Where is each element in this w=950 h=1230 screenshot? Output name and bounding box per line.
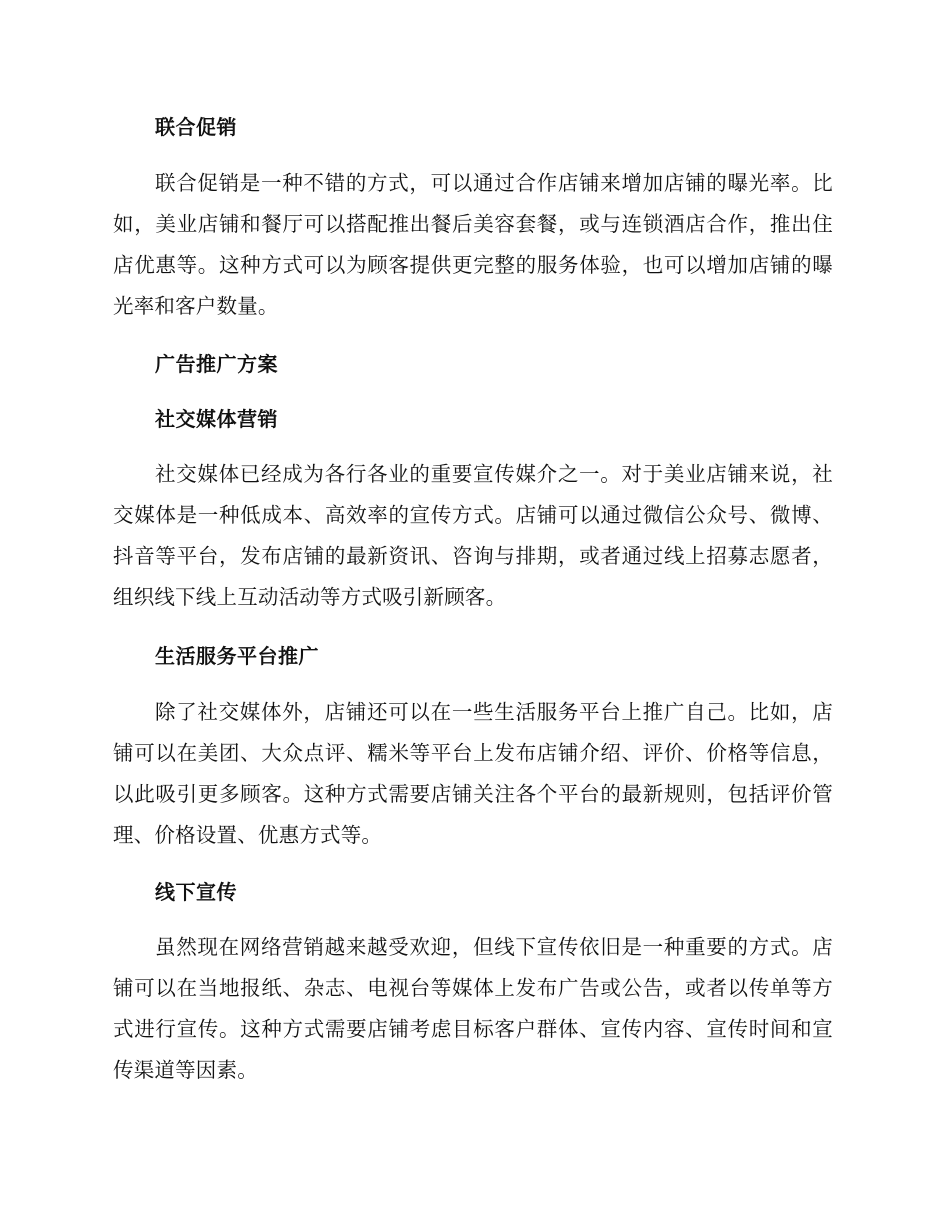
section-paragraph-life-service-platform: 除了社交媒体外，店铺还可以在一些生活服务平台上推广自己。比如，店铺可以在美团、大众点评、糯米等平台上发布店铺介绍、评价、价格等信息，以此吸引更多顾客。这种方式需要店铺关注各个平台的最新规则，包括评价管理、价格设置、优惠方式等。 bbox=[113, 700, 833, 847]
section-heading-joint-promotion: 联合促销 bbox=[155, 115, 237, 139]
section-heading-social-media-marketing: 社交媒体营销 bbox=[155, 407, 278, 431]
section-heading-advertising-plan: 广告推广方案 bbox=[155, 352, 278, 376]
section-heading-offline-promotion: 线下宣传 bbox=[155, 880, 237, 904]
section-paragraph-joint-promotion: 联合促销是一种不错的方式，可以通过合作店铺来增加店铺的曝光率。比如，美业店铺和餐厅可以搭配推出餐后美容套餐，或与连锁酒店合作，推出住店优惠等。这种方式可以为顾客提供更完整的服务体验，也可以增加店铺的曝光率和客户数量。 bbox=[113, 171, 833, 318]
section-paragraph-offline-promotion: 虽然现在网络营销越来越受欢迎，但线下宣传依旧是一种重要的方式。店铺可以在当地报纸、杂志、电视台等媒体上发布广告或公告，或者以传单等方式进行宣传。这种方式需要店铺考虑目标客户群体、宣传内容、宣传时间和宣传渠道等因素。 bbox=[113, 935, 833, 1082]
section-heading-life-service-platform: 生活服务平台推广 bbox=[155, 644, 319, 668]
section-paragraph-social-media-marketing: 社交媒体已经成为各行各业的重要宣传媒介之一。对于美业店铺来说，社交媒体是一种低成本、高效率的宣传方式。店铺可以通过微信公众号、微博、抖音等平台，发布店铺的最新资讯、咨询与排期，或者通过线上招募志愿者，组织线下线上互动活动等方式吸引新顾客。 bbox=[113, 462, 833, 609]
